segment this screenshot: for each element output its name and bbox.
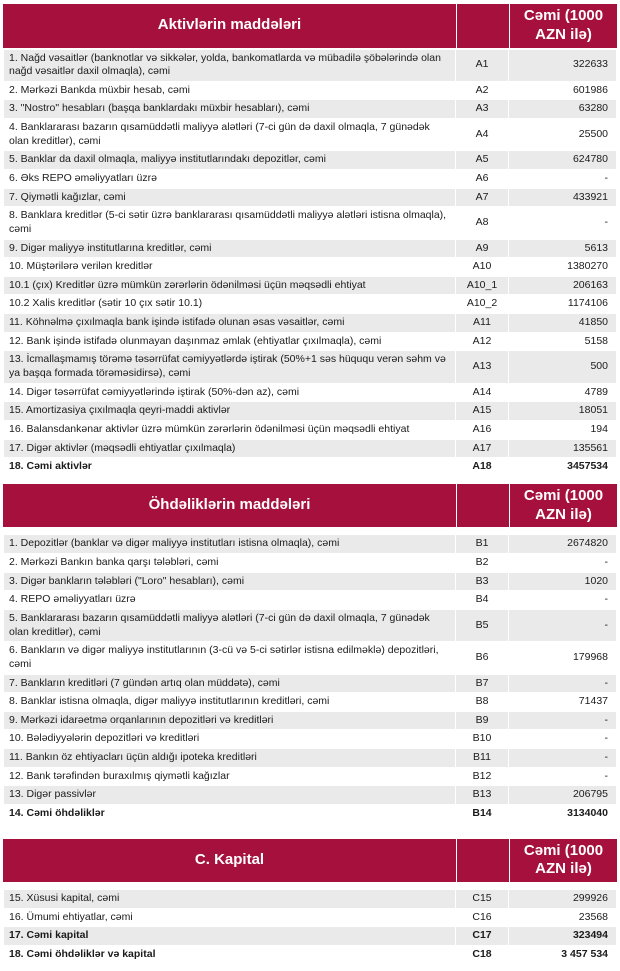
row-code: A18: [456, 458, 509, 477]
row-label: 15. Xüsusi kapital, cəmi: [4, 890, 456, 909]
table-row: [4, 890, 617, 909]
row-label: 7. Bankların kreditləri (7 gündən artıq olan müddətə), cəmi: [4, 674, 456, 693]
table-row: [4, 591, 617, 610]
row-label: 8. Banklar istisna olmaqla, digər maliyyə institutlarının kreditləri, cəmi: [4, 693, 456, 712]
table-row: [4, 693, 617, 712]
row-label: 17. Cəmi kapital: [4, 927, 456, 946]
row-code: B11: [456, 749, 509, 768]
row-value: 323494: [509, 927, 617, 946]
row-label: 9. Mərkəzi idarəetmə orqanlarının depozitləri və kreditləri: [4, 711, 456, 730]
row-code: A8: [456, 207, 509, 239]
row-value: 23568: [509, 908, 617, 927]
row-code: A4: [456, 119, 509, 151]
row-value: -: [509, 674, 617, 693]
section-title: Aktivlərin maddələri: [3, 4, 456, 48]
table-row: [4, 908, 617, 927]
row-code: A6: [456, 169, 509, 188]
capital-section-header: [3, 839, 617, 883]
table-row: [4, 730, 617, 749]
table-row: [4, 119, 617, 151]
row-value: 179968: [509, 642, 617, 674]
row-value: 3 457 534: [509, 946, 617, 965]
row-value: 624780: [509, 151, 617, 170]
row-value: 2674820: [509, 535, 617, 554]
row-label: 18. Cəmi aktivlər: [4, 458, 456, 477]
row-code: A10_1: [456, 276, 509, 295]
row-code: B13: [456, 786, 509, 805]
assets-section-header: [3, 4, 617, 48]
row-value: 18051: [509, 402, 617, 421]
liabilities-table: [3, 534, 617, 823]
row-code: B12: [456, 767, 509, 786]
row-code: A5: [456, 151, 509, 170]
row-code: B14: [456, 804, 509, 823]
row-label: 2. Mərkəzi Bankda müxbir hesab, cəmi: [4, 81, 456, 100]
row-code: A2: [456, 81, 509, 100]
row-label: 2. Mərkəzi Bankın banka qarşı tələbləri, cəmi: [4, 554, 456, 573]
row-value: -: [509, 730, 617, 749]
table-row: [4, 402, 617, 421]
table-row: [4, 332, 617, 351]
row-code: A11: [456, 314, 509, 333]
table-row: [4, 169, 617, 188]
row-label: 3. Digər bankların tələbləri ("Loro" hesabları), cəmi: [4, 572, 456, 591]
table-row: [4, 946, 617, 965]
table-row: [4, 383, 617, 402]
row-label: 14. Digər təsərrüfat cəmiyyətlərində iştirak (50%-dən az), cəmi: [4, 383, 456, 402]
section-capital: [3, 839, 617, 965]
row-code: B8: [456, 693, 509, 712]
row-value: 4789: [509, 383, 617, 402]
row-value: 1020: [509, 572, 617, 591]
table-row: [4, 49, 617, 81]
row-value: 1380270: [509, 258, 617, 277]
table-row: [4, 927, 617, 946]
row-label: 16. Ümumi ehtiyatlar, cəmi: [4, 908, 456, 927]
row-value: 1174106: [509, 295, 617, 314]
row-label: 10. Bələdiyyələrin depozitləri və kreditləri: [4, 730, 456, 749]
row-value: 41850: [509, 314, 617, 333]
capital-table: [3, 889, 617, 965]
section-liabilities: [3, 484, 617, 824]
row-code: A12: [456, 332, 509, 351]
row-value: 5158: [509, 332, 617, 351]
row-label: 6. Bankların və digər maliyyə institutlarının (3-cü və 5-ci sətirlər istisna edilməklə) depozitləri, cəmi: [4, 642, 456, 674]
row-code: A14: [456, 383, 509, 402]
row-code: A13: [456, 351, 509, 383]
row-value: 299926: [509, 890, 617, 909]
row-label: 16. Balansdankənar aktivlər üzrə mümkün zərərlərin ödənilməsi üçün məqsədli ehtiyat: [4, 420, 456, 439]
row-label: 12. Bank tərəfindən buraxılmış qiymətli kağızlar: [4, 767, 456, 786]
row-label: 5. Banklar da daxil olmaqla, maliyyə institutlarındakı depozitlər, cəmi: [4, 151, 456, 170]
row-label: 1. Nağd vəsaitlər (banknotlar və sikkələr, yolda, bankomatlarda və mübadilə şöbələrində olan nağd vəsaitlər daxil olmaqla), cəmi: [4, 49, 456, 81]
row-code: A3: [456, 100, 509, 119]
row-label: 8. Banklara kreditlər (5-ci sətir üzrə banklararası qısamüddətli maliyyə alətləri istisna olmaqla), cəmi: [4, 207, 456, 239]
row-code: B4: [456, 591, 509, 610]
row-label: 1. Depozitlər (banklar və digər maliyyə institutları istisna olmaqla), cəmi: [4, 535, 456, 554]
row-label: 10.2 Xalis kreditlər (sətir 10 çıx sətir 10.1): [4, 295, 456, 314]
row-value: 25500: [509, 119, 617, 151]
table-row: [4, 207, 617, 239]
row-code: C17: [456, 927, 509, 946]
row-label: 10. Müştərilərə verilən kreditlər: [4, 258, 456, 277]
row-label: 9. Digər maliyyə institutlarına kreditlər, cəmi: [4, 239, 456, 258]
table-row: [4, 81, 617, 100]
row-value: -: [509, 749, 617, 768]
table-row: [4, 535, 617, 554]
row-label: 14. Cəmi öhdəliklər: [4, 804, 456, 823]
row-code: A15: [456, 402, 509, 421]
row-label: 12. Bank işində istifadə olunmayan daşınmaz əmlak (ehtiyatlar çıxılmaqla), cəmi: [4, 332, 456, 351]
row-code: B3: [456, 572, 509, 591]
table-row: [4, 151, 617, 170]
row-label: 11. Köhnəlmə çıxılmaqla bank işində istifadə olunan əsas vəsaitlər, cəmi: [4, 314, 456, 333]
table-row: [4, 674, 617, 693]
row-label: 4. REPO əməliyyatları üzrə: [4, 591, 456, 610]
row-label: 17. Digər aktivlər (məqsədli ehtiyatlar çıxılmaqla): [4, 439, 456, 458]
table-row: [4, 420, 617, 439]
row-value: 5613: [509, 239, 617, 258]
row-value: 433921: [509, 188, 617, 207]
table-row: [4, 314, 617, 333]
row-code: A16: [456, 420, 509, 439]
header-code-spacer: [457, 839, 509, 883]
total-column-header: Cəmi (1000 AZN ilə): [510, 4, 617, 48]
total-column-header: Cəmi (1000 AZN ilə): [510, 839, 617, 883]
table-row: [4, 295, 617, 314]
total-column-header: Cəmi (1000 AZN ilə): [510, 484, 617, 528]
table-row: [4, 711, 617, 730]
assets-table: [3, 49, 617, 477]
table-row: [4, 276, 617, 295]
table-row: [4, 239, 617, 258]
row-code: B10: [456, 730, 509, 749]
row-code: C15: [456, 890, 509, 909]
row-value: 63280: [509, 100, 617, 119]
row-label: 7. Qiymətli kağızlar, cəmi: [4, 188, 456, 207]
table-row: [4, 439, 617, 458]
row-value: 322633: [509, 49, 617, 81]
row-value: 3134040: [509, 804, 617, 823]
row-label: 5. Banklararası bazarın qısamüddətli maliyyə alətləri (7-ci gün də daxil olmaqla, 7 günədək olan kreditlər), cəmi: [4, 609, 456, 641]
table-row: [4, 188, 617, 207]
row-value: -: [509, 711, 617, 730]
row-value: -: [509, 767, 617, 786]
row-value: 500: [509, 351, 617, 383]
row-label: 11. Bankın öz ehtiyacları üçün aldığı ipoteka kreditləri: [4, 749, 456, 768]
row-code: B7: [456, 674, 509, 693]
row-code: C16: [456, 908, 509, 927]
row-value: 194: [509, 420, 617, 439]
row-code: A7: [456, 188, 509, 207]
row-value: 135561: [509, 439, 617, 458]
table-row: [4, 786, 617, 805]
table-row: [4, 609, 617, 641]
row-label: 18. Cəmi öhdəliklər və kapital: [4, 946, 456, 965]
table-row: [4, 642, 617, 674]
row-value: 206163: [509, 276, 617, 295]
row-value: -: [509, 591, 617, 610]
header-code-spacer: [457, 484, 509, 528]
row-label: 4. Banklararası bazarın qısamüddətli maliyyə alətləri (7-ci gün də daxil olmaqla, 7 günədək olan kreditlər), cəmi: [4, 119, 456, 151]
row-label: 6. Əks REPO əməliyyatları üzrə: [4, 169, 456, 188]
row-code: C18: [456, 946, 509, 965]
row-code: A1: [456, 49, 509, 81]
row-label: 10.1 (çıx) Kreditlər üzrə mümkün zərərlərin ödənilməsi üçün məqsədli ehtiyat: [4, 276, 456, 295]
row-label: 3. "Nostro" hesabları (başqa banklardakı müxbir hesabları), cəmi: [4, 100, 456, 119]
row-code: B2: [456, 554, 509, 573]
table-row: [4, 572, 617, 591]
row-value: 601986: [509, 81, 617, 100]
row-code: B6: [456, 642, 509, 674]
table-row: [4, 351, 617, 383]
table-row: [4, 100, 617, 119]
row-label: 15. Amortizasiya çıxılmaqla qeyri-maddi aktivlər: [4, 402, 456, 421]
row-value: 3457534: [509, 458, 617, 477]
row-code: A17: [456, 439, 509, 458]
row-code: B9: [456, 711, 509, 730]
section-title: Öhdəliklərin maddələri: [3, 484, 456, 528]
row-value: 206795: [509, 786, 617, 805]
header-code-spacer: [457, 4, 509, 48]
row-code: B1: [456, 535, 509, 554]
section-title: C. Kapital: [3, 839, 456, 883]
table-row: [4, 804, 617, 823]
row-value: -: [509, 609, 617, 641]
table-row: [4, 258, 617, 277]
row-code: A10_2: [456, 295, 509, 314]
table-row: [4, 554, 617, 573]
row-code: A10: [456, 258, 509, 277]
row-value: -: [509, 169, 617, 188]
table-row: [4, 458, 617, 477]
row-value: -: [509, 554, 617, 573]
table-row: [4, 749, 617, 768]
row-label: 13. İcmallaşmamış törəmə təsərrüfat cəmiyyətlərdə iştirak (50%+1 səs hüququ verən səhm və ya başqa formada törəməsidirsə), cəmi: [4, 351, 456, 383]
row-code: B5: [456, 609, 509, 641]
row-value: 71437: [509, 693, 617, 712]
row-value: -: [509, 207, 617, 239]
row-code: A9: [456, 239, 509, 258]
liabilities-section-header: [3, 484, 617, 528]
row-label: 13. Digər passivlər: [4, 786, 456, 805]
table-row: [4, 767, 617, 786]
section-assets: [3, 4, 617, 477]
